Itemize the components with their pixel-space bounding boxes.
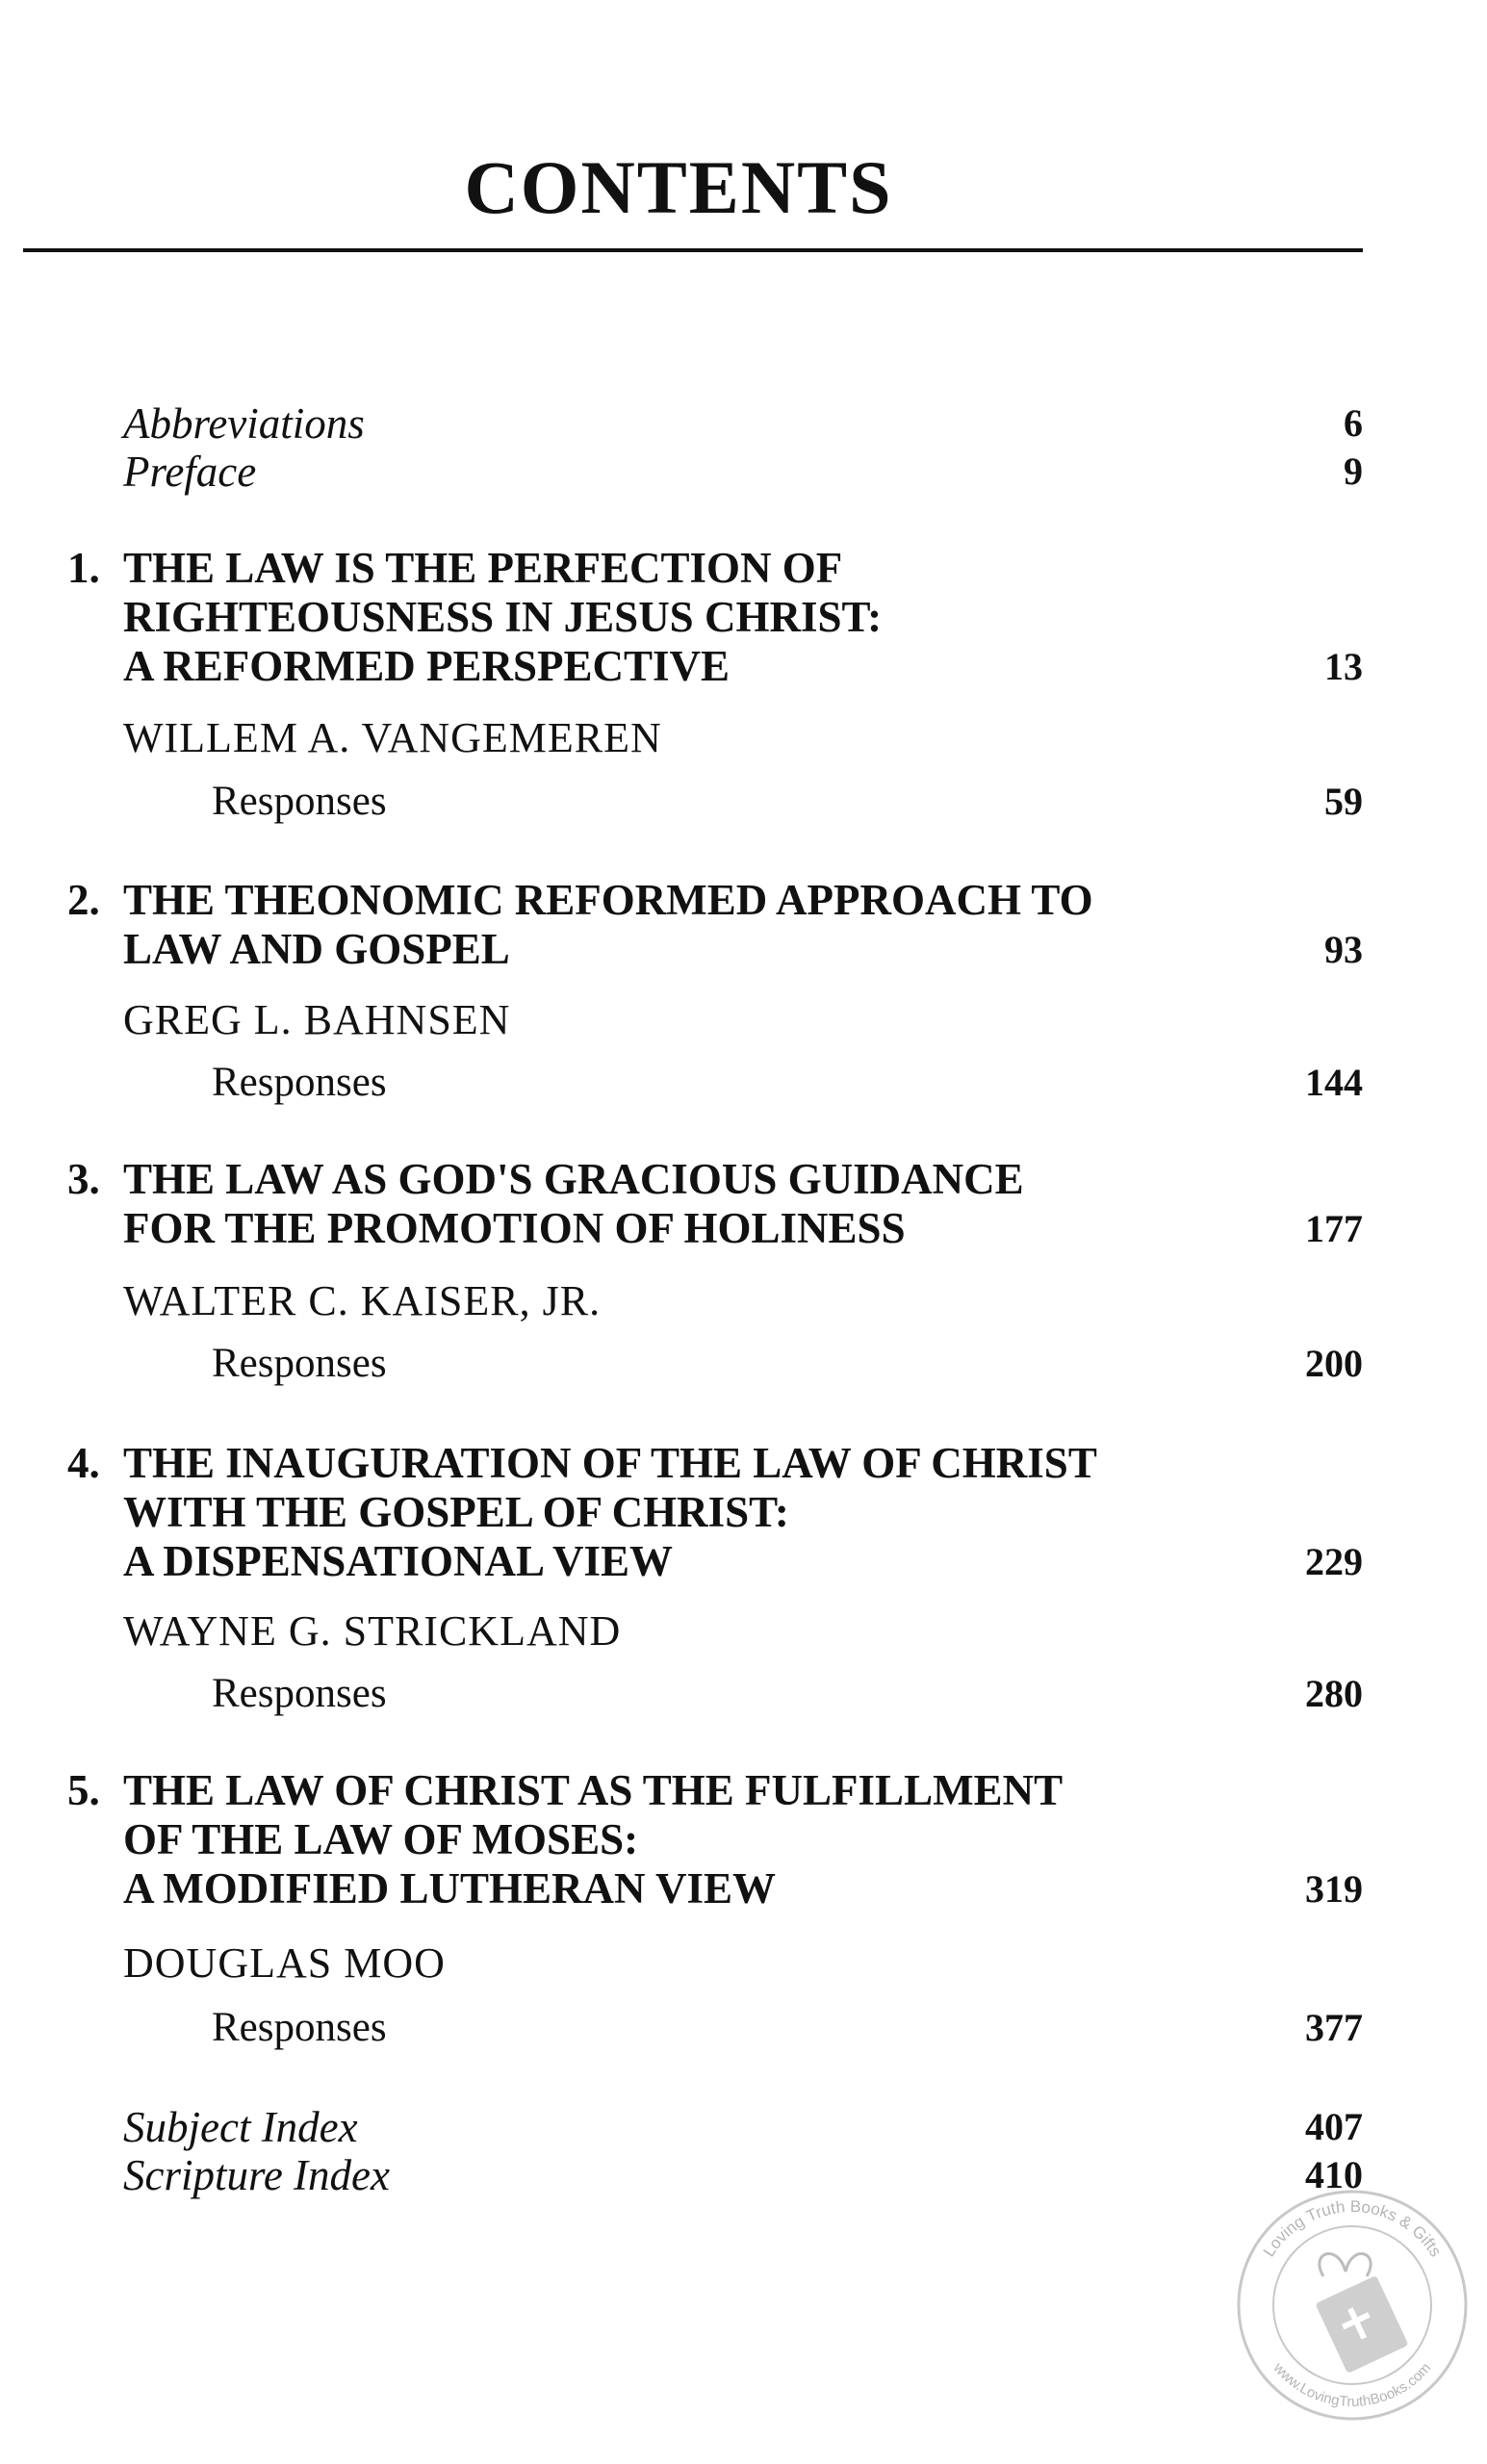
responses-entry[interactable] — [212, 1059, 1363, 1107]
chapter-4-entry[interactable] — [67, 1439, 1363, 1586]
chapter-page: 319 — [1305, 1867, 1363, 1911]
chapter-2-entry[interactable] — [67, 876, 1363, 974]
chapter-title-line: THE LAW IS THE PERFECTION OF — [123, 544, 843, 592]
toc-entry-label: Scripture Index — [123, 2151, 390, 2199]
chapter-author: DOUGLAS MOO — [123, 1939, 446, 1987]
chapter-author: WILLEM A. VANGEMEREN — [123, 714, 662, 761]
toc-entry-page: 407 — [1305, 2105, 1363, 2148]
chapter-5-entry[interactable] — [67, 1766, 1363, 1913]
chapter-page: 93 — [1324, 928, 1363, 971]
toc-entry-abbreviations[interactable] — [123, 399, 1363, 448]
chapter-number: 1. — [67, 544, 100, 592]
stamp-text-bottom: www.LovingTruthBooks.com — [1269, 2359, 1435, 2411]
toc-entry-page: 6 — [1344, 401, 1363, 445]
chapter-number: 4. — [67, 1439, 100, 1487]
toc-entry-page: 410 — [1305, 2153, 1363, 2196]
chapter-title-line: A DISPENSATIONAL VIEW — [123, 1537, 674, 1585]
toc-entry-page: 9 — [1344, 449, 1363, 493]
watermark-stamp — [1232, 2185, 1473, 2426]
responses-page: 200 — [1305, 1342, 1363, 1385]
toc-entry-label: Abbreviations — [123, 399, 365, 448]
chapter-title-line: THE LAW OF CHRIST AS THE FULFILLMENT — [123, 1766, 1064, 1814]
chapter-number: 5. — [67, 1766, 100, 1814]
toc-entry-preface[interactable] — [123, 448, 1363, 496]
chapter-page: 177 — [1305, 1207, 1363, 1250]
responses-label: Responses — [212, 2005, 387, 2050]
toc-entry-label: Subject Index — [123, 2103, 358, 2151]
chapter-title-line: LAW AND GOSPEL — [123, 925, 510, 973]
chapter-title-line: FOR THE PROMOTION OF HOLINESS — [123, 1204, 906, 1252]
responses-entry[interactable] — [212, 1340, 1363, 1388]
chapter-author: WALTER C. KAISER, JR. — [123, 1277, 602, 1324]
responses-entry[interactable] — [212, 2004, 1363, 2052]
chapter-page: 229 — [1305, 1540, 1363, 1583]
responses-label: Responses — [212, 779, 387, 824]
chapter-title-line: WITH THE GOSPEL OF CHRIST: — [123, 1488, 789, 1536]
chapter-page: 13 — [1324, 645, 1363, 688]
toc-entry-label: Preface — [123, 448, 257, 496]
chapter-title-line: THE THEONOMIC REFORMED APPROACH TO — [123, 876, 1093, 924]
responses-page: 144 — [1305, 1061, 1363, 1104]
responses-entry[interactable] — [212, 1670, 1363, 1718]
chapter-number: 3. — [67, 1155, 100, 1203]
responses-label: Responses — [212, 1060, 387, 1105]
stamp-text-top: Loving Truth Books & Gifts — [1259, 2196, 1446, 2261]
responses-entry[interactable] — [212, 778, 1363, 826]
responses-page: 377 — [1305, 2006, 1363, 2049]
toc-entry-subject-index[interactable] — [123, 2103, 1363, 2151]
chapter-1-entry[interactable] — [67, 544, 1363, 691]
chapter-author: GREG L. BAHNSEN — [123, 996, 511, 1043]
chapter-author: WAYNE G. STRICKLAND — [123, 1607, 622, 1655]
responses-page: 280 — [1305, 1672, 1363, 1715]
chapter-title-line: THE INAUGURATION OF THE LAW OF CHRIST — [123, 1439, 1097, 1487]
chapter-title-line: A REFORMED PERSPECTIVE — [123, 642, 731, 690]
chapter-3-entry[interactable] — [67, 1155, 1363, 1253]
responses-label: Responses — [212, 1341, 387, 1386]
chapter-number: 2. — [67, 876, 100, 924]
gift-bible-icon — [1315, 2253, 1408, 2374]
toc-entry-scripture-index[interactable] — [123, 2151, 1363, 2199]
responses-page: 59 — [1324, 780, 1363, 823]
responses-label: Responses — [212, 1671, 387, 1716]
chapter-title-line: A MODIFIED LUTHERAN VIEW — [123, 1864, 777, 1912]
chapter-title-line: RIGHTEOUSNESS IN JESUS CHRIST: — [123, 593, 883, 641]
chapter-title-line: THE LAW AS GOD'S GRACIOUS GUIDANCE — [123, 1155, 1024, 1203]
page-title: CONTENTS — [464, 145, 893, 229]
chapter-title-line: OF THE LAW OF MOSES: — [123, 1815, 639, 1863]
title-rule — [23, 248, 1363, 252]
